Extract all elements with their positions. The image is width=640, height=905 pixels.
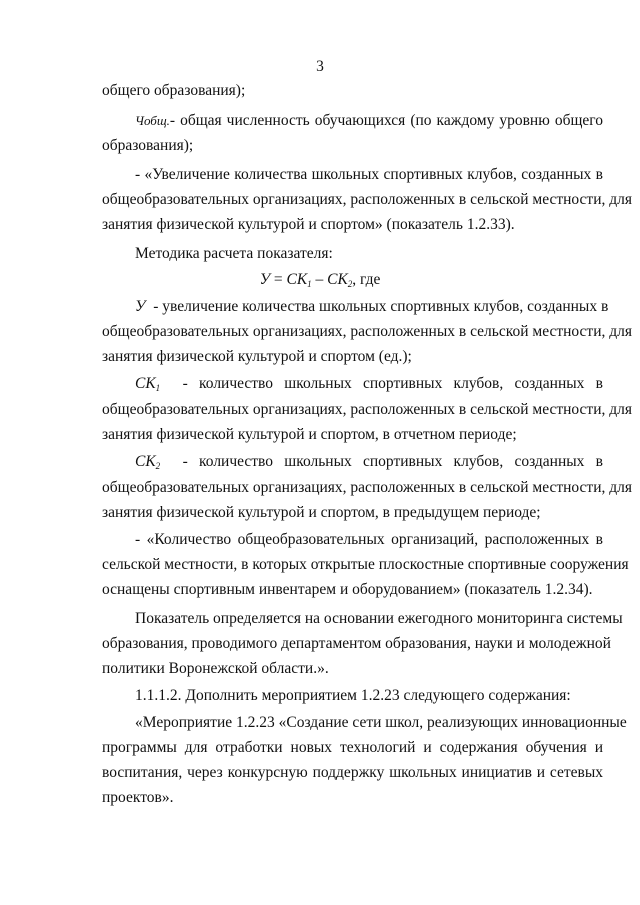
text-line: оснащены спортивным инвентарем и оборудованием» (показатель 1.2.34). (102, 581, 593, 598)
text-line: политики Воронежской области.». (102, 660, 329, 677)
text-line: занятия физической культурой и спортом» (показатель 1.2.33). (102, 216, 515, 233)
text-line: общеобразовательных организациях, расположенных в сельской местности, для (102, 401, 632, 418)
text-line: образования, проводимого департаментом образования, науки и молодежной (102, 635, 611, 652)
formula (0, 270, 640, 294)
definition-text: - количество школьных спортивных клубов, созданных в (182, 453, 603, 470)
text-line: занятия физической культурой и спортом, в отчетном периоде; (102, 426, 517, 443)
formula-y: У (259, 271, 271, 288)
text-line: «Мероприятие 1.2.23 «Создание сети школ, реализующих инновационные (135, 714, 627, 731)
text-line: занятия физической культурой и спортом (ед.); (102, 348, 412, 365)
symbol-y: У (135, 298, 146, 315)
text-line: Показатель определяется на основании ежегодного мониторинга системы (135, 610, 623, 627)
formula-where: , где (352, 271, 381, 288)
formula-eq: = (270, 271, 287, 288)
definition-text: - общая численность обучающихся (по каждому уровню общего (169, 112, 603, 129)
text-line: образования); (102, 137, 194, 154)
formula-ck2: СК (327, 271, 348, 288)
text-line: программы для отработки новых технологий и содержания обучения и (102, 739, 603, 756)
text-line: сельской местности, в которых открытые плоскостные спортивные сооружения (102, 556, 629, 573)
symbol-chobsch: Чобщ. (135, 113, 170, 128)
text-line: общего образования); (102, 82, 246, 99)
text-line: проектов». (102, 789, 174, 806)
definition-line (135, 111, 603, 131)
definition-text: - увеличение количества школьных спортивных клубов, созданных в (153, 298, 609, 315)
formula-sub1: 1 (307, 279, 312, 289)
symbol-ck1: $СК_1$ (135, 375, 161, 393)
definition-line (135, 374, 603, 398)
text-line: общеобразовательных организациях, расположенных в сельской местности, для (102, 479, 632, 496)
text-line: - «Количество общеобразовательных организаций, расположенных в (135, 531, 603, 548)
text-line: общеобразовательных организациях, расположенных в сельской местности, для (102, 191, 632, 208)
definition-line (135, 297, 609, 317)
symbol-ck2: $СК_2$ (135, 453, 161, 471)
text-line: 1.1.1.2. Дополнить мероприятием 1.2.23 следующего содержания: (135, 687, 571, 704)
text-line: занятия физической культурой и спортом, в предыдущем периоде; (102, 504, 541, 521)
text-line: воспитания, через конкурсную поддержку школьных инициатив и сетевых (102, 764, 603, 781)
definition-text: - количество школьных спортивных клубов, созданных в (182, 375, 603, 392)
text-line: общеобразовательных организациях, расположенных в сельской местности, для (102, 323, 632, 340)
text-line: Методика расчета показателя: (135, 245, 333, 262)
text-line: - «Увеличение количества школьных спортивных клубов, созданных в (135, 166, 603, 183)
page-number: 3 (316, 58, 324, 75)
definition-line (135, 452, 603, 476)
formula-sub2: 2 (347, 279, 353, 289)
formula-minus: – (311, 271, 328, 288)
formula-ck1: СК (286, 271, 308, 288)
